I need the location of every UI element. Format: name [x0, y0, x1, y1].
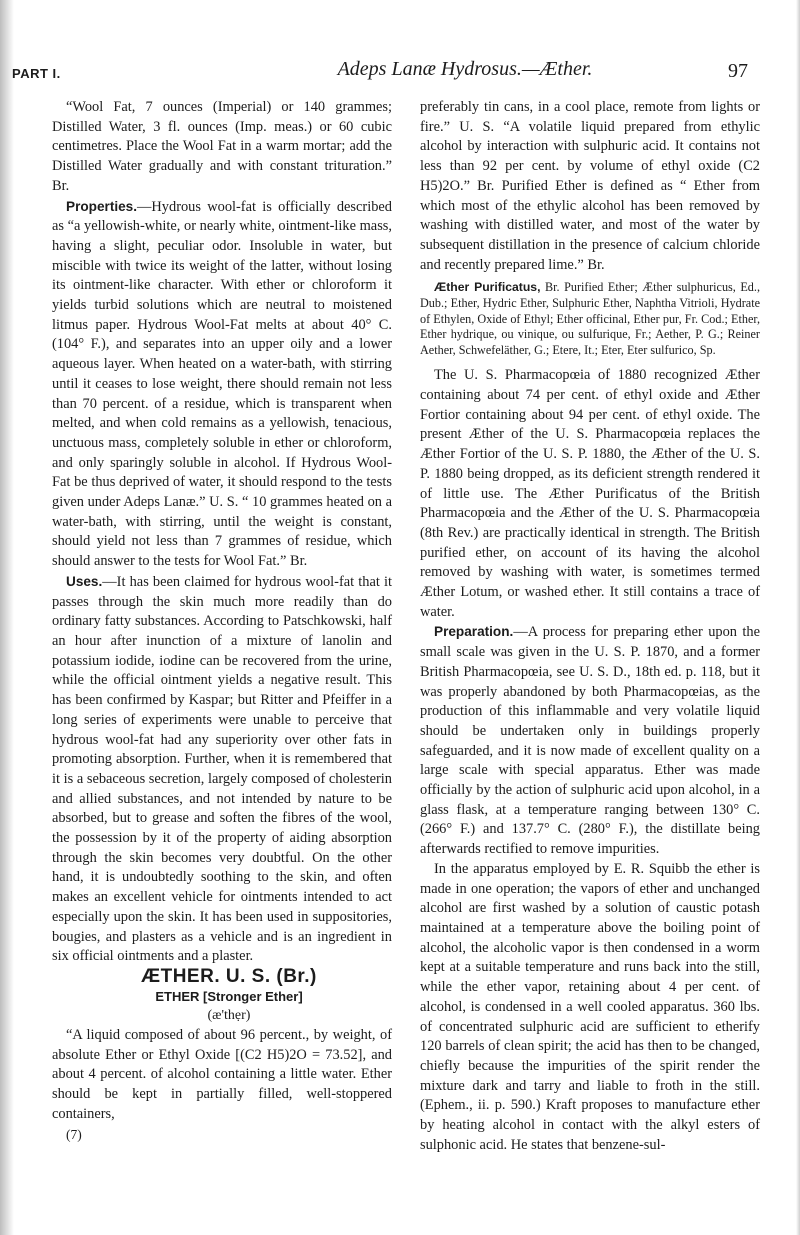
- properties-heading: Properties.: [66, 198, 138, 214]
- section-pronunciation: (æ'thẹr): [207, 1008, 251, 1024]
- uses-paragraph: [52, 572, 392, 967]
- section-subtitle: ETHER [Stronger Ether]: [155, 988, 303, 1004]
- ether-definition: “A liquid composed of about 96 percent., by weight, of absolute Ether or Ethyl Oxide [(C2 H5)2O = 73.52], and about 4 percent. of alcohol containing a little water. Ether should be kept in partially filled, well-stoppered containers,: [52, 1027, 392, 1122]
- running-title: Adeps Lanæ Hydrosus.—Æther.: [337, 58, 593, 80]
- properties-text: —Hydrous wool-fat is officially described as “a yellowish-white, or nearly white, ointment-like mass, having a slight, peculiar odor. Insoluble in water, but miscible with twice its weight of the latter, without losing its ointment-like character. With ether or chloroform it yields turbid solutions which are neutral to moistened litmus paper. Hydrous Wool-Fat melts at about 40° C. (104° F.), and separates into an upper oily and a lower aqueous layer. When heated on a water-bath, with stirring until it ceases to lose weight, there should remain not less than 70 percent. of a residue, which is transparent when melted, and when cold remains as a yellowish, tenacious, unctuous mass, completely soluble in ether or chloroform, and only sparingly soluble in alcohol. If Hydrous Wool-Fat be thus deprived of water, it should respond to the tests given under Adeps Lanæ.” U. S. “ 10 grammes heated on a water-bath, with stirring, until the weight is constant, should yield not less than 7 grammes of residue, which should answer to the tests for Wool Fat.” Br.: [52, 198, 392, 570]
- synonyms-paragraph: [420, 280, 760, 358]
- uses-heading: Uses.: [66, 573, 103, 589]
- uses-text: —It has been claimed for hydrous wool-fat that it passes through the skin much more readily than do ordinary fatty substances. According to Patschkowski, half an hour after inunction of a mixture of lanolin and potassium iodide, iodine can be recovered from the urine, while the official ointment yields a negative result. This has been confirmed by Kaspar; but Ritter and Pfeiffer in a long series of experiments were unable to perceive that hydrous wool-fat had any superiority over other fats in promoting absorption. Further, when it is remembered that it is a sebaceous secretion, largely composed of cholesterin and allied substances, and not intended by nature to be absorbed, but to grease and soften the fibres of the wool, the possession by it of the property of aiding absorption through the skin becomes very doubtful. On the other hand, it is undoubtedly soothing to the skin, and often makes an excellent vehicle for ointments intended to act especially upon the skin. It has been used in suppositories, bougies, and plasters as a vehicle and is an ingredient in six official ointments and a plaster.: [52, 573, 392, 965]
- left-column: [52, 98, 392, 1144]
- preparation-heading: Preparation.: [434, 624, 514, 640]
- intro-quote: “Wool Fat, 7 ounces (Imperial) or 140 grammes; Distilled Water, 3 fl. ounces (Imp. meas.) or 60 cubic centimetres. Place the Wool Fat in a warm mortar; add the Distilled Water gradually and with constant trituration.” Br.: [52, 99, 392, 194]
- synonyms-text: Br. Purified Ether; Æther sulphuricus, Ed., Dub.; Ether, Hydric Ether, Sulphuric Ether, Naphtha Vitrioli, Hydrate of Ethylen, Oxide of Ethyl; Ether officinal, Ether pur, Fr. Cod.; Ether, Ether hydrique, ou vinique, ou sulfurique, Fr.; Aether, P. G.; Reiner Aether, Schwefeläther, G.; Etere, It.; Eter, Eter sulfurico, Sp.: [420, 280, 760, 357]
- section-title: ÆTHER. U. S. (Br.): [141, 965, 317, 987]
- preparation-paragraph: [420, 622, 760, 859]
- page-binding-shadow: [0, 0, 14, 1235]
- page-edge-shadow: [796, 0, 800, 1235]
- preparation-text: —A process for preparing ether upon the small scale was given in the U. S. P. 1870, and a former British Pharmacopœia, see U. S. D., 18th ed. p. 118, but it was properly abandoned by both Pharmacopœias, as the production of this inflammable and very volatile liquid should be undertaken only in buildings properly safeguarded, and it is now made of excellent quality on a large scale with special apparatus. Ether was made officially by the action of sulphuric acid upon alcohol, in a glass flask, at a temperature ranging between 130° C. (266° F.) and 137.7° C. (280° F.), the distillate being afterwards rectified to remove impurities.: [420, 624, 760, 858]
- right-column: [420, 98, 760, 1155]
- continuation-paragraph: preferably tin cans, in a cool place, remote from lights or fire.” U. S. “A volatile liquid prepared from ethylic alcohol by interaction with sulphuric acid. It contains not less than 92 per cent. by volume of ethyl oxide (C2 H5)2O.” Br. Purified Ether is defined as “ Ether from which most of the ethylic alcohol has been removed by washing with distilled water, and most of the water by subsequent distillation in the presence of calcium chloride and recently prepared lime.” Br.: [420, 99, 760, 273]
- synonyms-heading: Æther Purificatus,: [434, 280, 541, 295]
- squibb-paragraph: In the apparatus employed by E. R. Squibb the ether is made in one operation; the vapors of ether and unchanged alcohol are first washed by a solution of caustic potash maintained at a temperature above the boiling point of alcohol, the alcoholic vapor is then condensed in a worm kept at a suitable temperature and runs back into the still, while the ether vapor, retaining about 4 per cent. of alcohol, is condensed in a well cooled apparatus. 360 lbs. of concentrated sulphuric acid are sufficient to etherify 120 barrels of clean spirit; the acid has then to be changed, chiefly because the impurities of the spirit render the mixture dark and tarry and liable to froth in the still. (Ephem., ii. p. 590.) Kraft proposes to manufacture ether by heating alcohol in contact with the alkyl esters of sulphonic acid. He states that benzene-sul-: [420, 860, 760, 1153]
- pharmacopoeia-paragraph: The U. S. Pharmacopœia of 1880 recognized Æther containing about 74 per cent. of ethyl oxide and Æther Fortior containing about 94 per cent. of ethyl oxide. The present Æther of the U. S. Pharmacopœia replaces the Æther Fortior of the U. S. P. 1880, the Æther of the U. S. P. 1880 being dropped, as its deficient strength rendered it of little use. The Æther Purificatus of the British Pharmacopœia and the Æther of the U. S. Pharmacopœia (8th Rev.) are practically identical in strength. The British purified ether, on account of its having the alcohol removed by washing with water, is sometimes termed Æther Lotum, or washed ether. It still contains a trace of water.: [420, 367, 760, 620]
- properties-paragraph: [52, 197, 392, 572]
- page-number: 97: [728, 60, 748, 82]
- signature-mark: (7): [66, 1126, 82, 1142]
- part-label: PART I.: [12, 66, 61, 81]
